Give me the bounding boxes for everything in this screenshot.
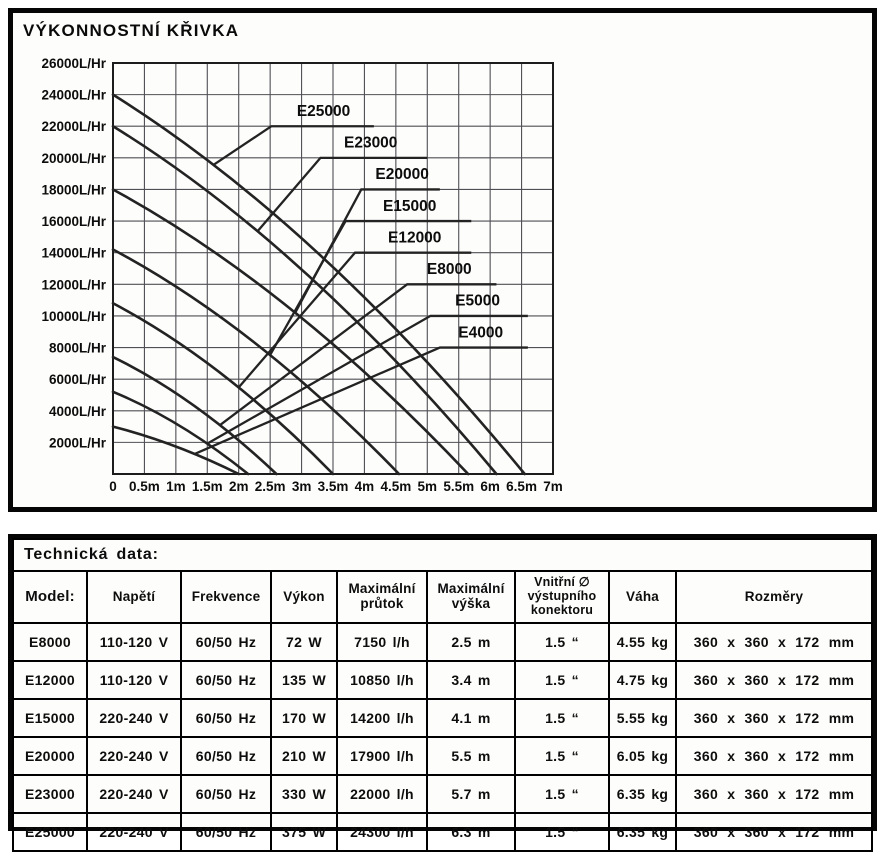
y-axis-tick-label: 6000L/Hr (48, 372, 106, 388)
y-axis-tick-label: 26000L/Hr (41, 56, 106, 71)
table-header-row (13, 571, 872, 623)
table-row (13, 813, 872, 851)
table-cell: 360 x 360 x 172 mm (676, 699, 872, 737)
table-cell: 60/50 Hz (181, 813, 271, 851)
curve-label-e5000: E5000 (455, 292, 500, 310)
x-axis-tick-label: 4m (354, 479, 375, 494)
table-row (13, 699, 872, 737)
x-axis-tick-label: 0 (109, 479, 117, 494)
x-axis-tick-label: 1m (166, 479, 186, 494)
y-axis-tick-label: 20000L/Hr (41, 150, 106, 166)
table-cell: 7150 l/h (337, 623, 427, 661)
table-cell: 14200 l/h (337, 699, 427, 737)
table-cell: 4.55 kg (609, 623, 676, 661)
column-header-v-kon: Výkon (271, 571, 337, 623)
table-cell: 330 W (271, 775, 337, 813)
x-axis-tick-label: 5.5m (443, 479, 475, 494)
table-cell: 360 x 360 x 172 mm (676, 661, 872, 699)
table-cell: 4.75 kg (609, 661, 676, 699)
model-cell: E23000 (13, 775, 87, 813)
column-header-rozm-ry: Rozměry (676, 571, 872, 623)
table-cell: 360 x 360 x 172 mm (676, 737, 872, 775)
x-axis-tick-label: 6m (480, 479, 500, 494)
table-cell: 60/50 Hz (181, 661, 271, 699)
table-cell: 135 W (271, 661, 337, 699)
y-axis-tick-label: 4000L/Hr (48, 403, 106, 419)
table-cell: 220-240 V (87, 737, 181, 775)
table-cell: 60/50 Hz (181, 737, 271, 775)
table-cell: 220-240 V (87, 813, 181, 851)
table-cell: 2.5 m (427, 623, 515, 661)
x-axis-tick-label: 4.5m (380, 479, 412, 494)
x-axis-tick-label: 3m (291, 479, 312, 494)
x-axis-tick-label: 0.5m (129, 479, 160, 494)
model-cell: E12000 (13, 661, 87, 699)
y-axis-tick-label: 2000L/Hr (48, 435, 106, 451)
column-header-frekvence: Frekvence (181, 571, 271, 623)
model-cell: E8000 (13, 623, 87, 661)
table-cell: 6.35 kg (609, 813, 676, 851)
curve-label-e15000: E15000 (382, 197, 437, 215)
table-cell: 6.05 kg (609, 737, 676, 775)
x-axis-tick-label: 5m (417, 479, 438, 494)
table-cell: 210 W (271, 737, 337, 775)
y-axis-tick-label: 22000L/Hr (41, 119, 106, 135)
table-cell: 1.5 “ (515, 737, 609, 775)
y-axis-tick-label: 12000L/Hr (41, 277, 106, 293)
model-cell: E25000 (13, 813, 87, 851)
table-cell: 110-120 V (87, 661, 181, 699)
pump-curve-e8000 (113, 357, 276, 474)
table-cell: 3.4 m (427, 661, 515, 699)
x-axis-tick-label: 1.5m (191, 479, 223, 494)
table-cell: 5.55 kg (609, 699, 676, 737)
table-cell: 17900 l/h (337, 737, 427, 775)
curve-label-e8000: E8000 (426, 261, 472, 279)
technical-data-panel (8, 534, 877, 840)
chart-title: VÝKONNOSTNÍ KŘIVKA (23, 21, 240, 40)
table-cell: 360 x 360 x 172 mm (676, 623, 872, 661)
model-cell: E15000 (13, 699, 87, 737)
column-header-model: Model: (13, 571, 87, 623)
y-axis-tick-label: 10000L/Hr (41, 308, 106, 324)
table-cell: 6.35 kg (609, 775, 676, 813)
table-title-row (13, 539, 872, 571)
table-row (13, 775, 872, 813)
column-header-maxim-ln-pr-tok: Maximální průtok (337, 571, 427, 623)
table-cell: 72 W (271, 623, 337, 661)
table-cell: 6.3 m (427, 813, 515, 851)
column-header-v-ha: Váha (609, 571, 676, 623)
y-axis-tick-label: 14000L/Hr (41, 245, 106, 261)
table-title: Technická data: (13, 539, 872, 571)
x-axis-tick-label: 2.5m (254, 479, 286, 494)
column-header-maxim-ln-v-ka: Maximální výška (427, 571, 515, 623)
table-row (13, 737, 872, 775)
x-axis-tick-label: 7m (543, 479, 563, 494)
table-cell: 4.1 m (427, 699, 515, 737)
table-cell: 60/50 Hz (181, 623, 271, 661)
table-cell: 110-120 V (87, 623, 181, 661)
table-body (13, 623, 872, 851)
model-cell: E20000 (13, 737, 87, 775)
x-axis-tick-label: 2m (228, 479, 249, 494)
y-axis-tick-label: 24000L/Hr (41, 87, 106, 103)
table-cell: 360 x 360 x 172 mm (676, 775, 872, 813)
table-row (13, 623, 872, 661)
table-cell: 1.5 “ (515, 813, 609, 851)
curve-label-e12000: E12000 (387, 229, 442, 247)
table-cell: 1.5 “ (515, 661, 609, 699)
table-cell: 10850 l/h (337, 661, 427, 699)
table-cell: 360 x 360 x 172 mm (676, 813, 872, 851)
table-cell: 5.7 m (427, 775, 515, 813)
table-cell: 60/50 Hz (181, 775, 271, 813)
curve-label-e23000: E23000 (343, 134, 398, 152)
curve-label-e25000: E25000 (296, 102, 351, 120)
y-axis-tick-label: 8000L/Hr (48, 340, 106, 356)
table-cell: 1.5 “ (515, 623, 609, 661)
table-cell: 5.5 m (427, 737, 515, 775)
table-cell: 220-240 V (87, 775, 181, 813)
y-axis-tick-label: 16000L/Hr (41, 214, 106, 230)
column-header-vnit-n-v-stupn-ho-konektoru: Vnitřní ∅ výstupního konektoru (515, 571, 609, 623)
table-cell: 24300 l/h (337, 813, 427, 851)
pump-curve-e12000 (113, 303, 333, 474)
column-header-nap-t: Napětí (87, 571, 181, 623)
table-cell: 60/50 Hz (181, 699, 271, 737)
curve-label-e4000: E4000 (458, 324, 504, 342)
curve-label-e20000: E20000 (375, 166, 429, 184)
table-cell: 170 W (271, 699, 337, 737)
y-axis-tick-label: 18000L/Hr (41, 182, 106, 198)
performance-chart-panel (8, 8, 877, 512)
performance-chart (13, 13, 872, 507)
table-row (13, 661, 872, 699)
x-axis-tick-label: 3.5m (317, 479, 349, 494)
technical-data-table (12, 538, 873, 852)
table-cell: 375 W (271, 813, 337, 851)
table-cell: 1.5 “ (515, 775, 609, 813)
table-cell: 1.5 “ (515, 699, 609, 737)
table-cell: 220-240 V (87, 699, 181, 737)
table-cell: 22000 l/h (337, 775, 427, 813)
x-axis-tick-label: 6.5m (506, 479, 537, 494)
